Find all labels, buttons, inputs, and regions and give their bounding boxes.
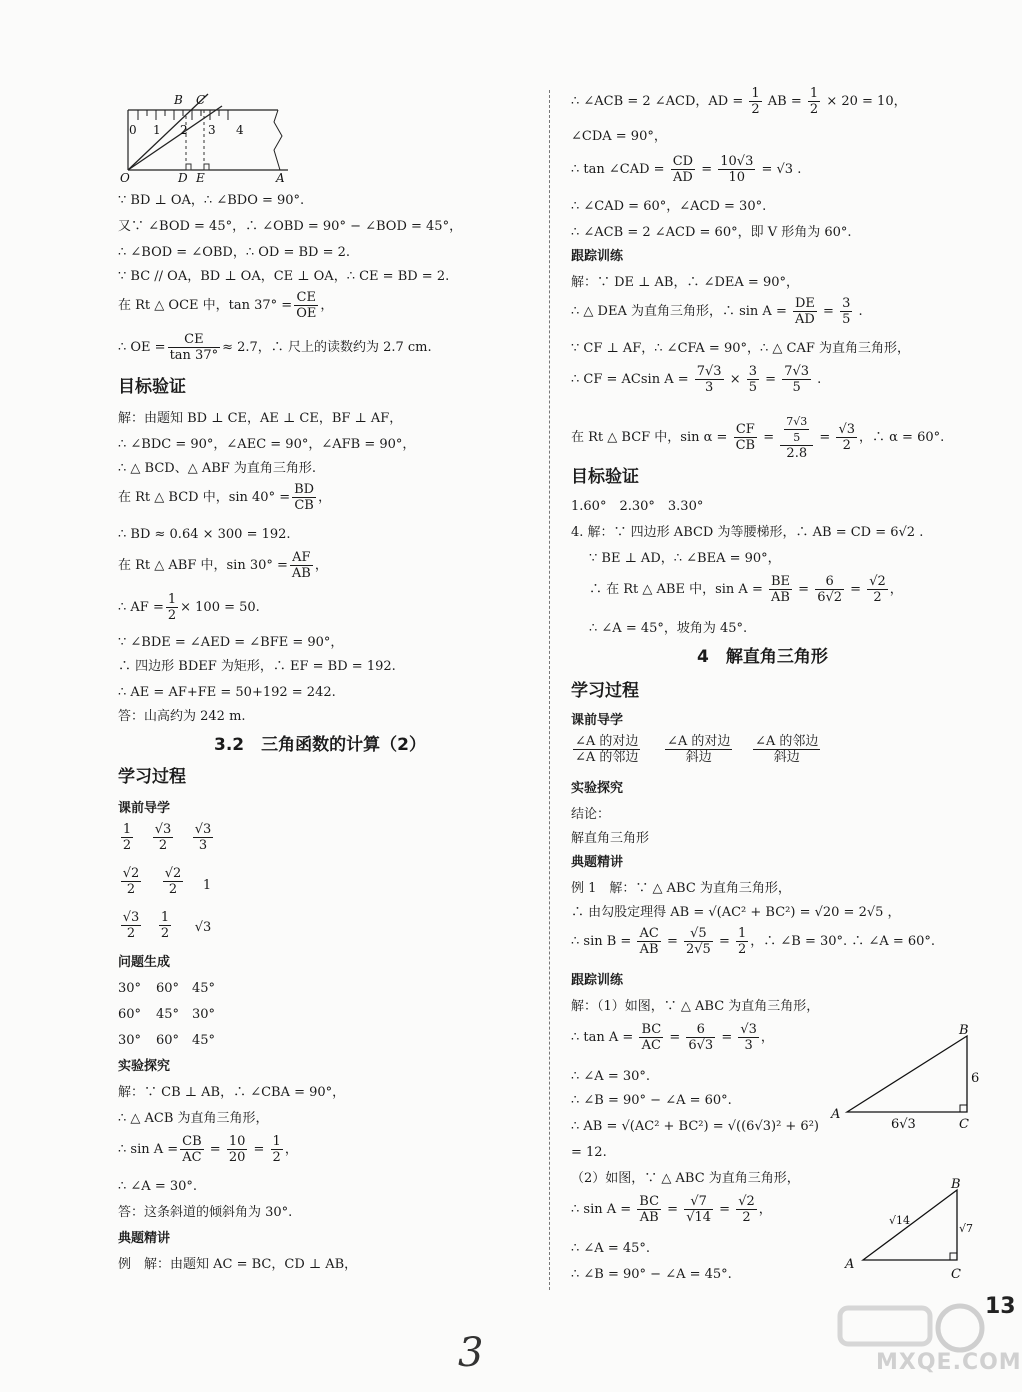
formula-line (118, 332, 432, 363)
text-line: ∴ AB = √(AC² + BC²) = √((6√3)² + 6²) (571, 1119, 819, 1134)
label-o: O (120, 171, 130, 185)
label-1: 1 (153, 123, 161, 137)
answer-cell: $\frac{√3}{3}$ (194, 822, 212, 853)
fraction: $\frac{CB}{AC}$ (182, 1134, 202, 1165)
ratio-blank: $\frac{\text{∠A 的邻边}}{\text{斜边}}$ (755, 734, 819, 765)
fraction (292, 482, 316, 513)
text-line: 解：由题知 BD ⊥ CE，AE ⊥ CE，BF ⊥ AF， (118, 411, 403, 426)
numerator: 1 (167, 592, 177, 607)
formula-text: ∴ AF = (118, 600, 164, 615)
fraction: $\frac{1}{2}$ (272, 1134, 281, 1165)
text-line: ∴ ∠A = 30°. (571, 1069, 651, 1084)
fraction: $\frac{10}{20}$ (228, 1134, 246, 1165)
text-line: 例 1 解：∵ △ ABC 为直角三角形， (571, 881, 791, 896)
text-line: ∴ ∠A = 30°. (118, 1179, 198, 1194)
text-line: 4. 解：∵ 四边形 ABCD 为等腰梯形，∴ AB = CD = 6√2 . (571, 525, 924, 540)
vertex-a: A (845, 1257, 855, 1272)
side-label: 6√3 (891, 1117, 916, 1132)
fraction (290, 550, 313, 581)
section-heading: 目标验证 (571, 467, 639, 487)
ruler-diagram (118, 92, 298, 184)
label-0: 0 (129, 123, 137, 137)
text-line: ∴ △ BCD、△ ABF 为直角三角形. (118, 461, 317, 476)
formula-line: ∴ tan A = $\frac{BC}{AC}$ = $\frac{6}{6√3}$ = $\frac{√3}{3}$ ， (571, 1022, 774, 1053)
angle-value: 60° (118, 1007, 142, 1022)
formula-line: ∴ sin A = $\frac{CB}{AC}$ = $\frac{10}{20}$ = $\frac{1}{2}$ ， (118, 1134, 298, 1165)
numerator: AF (290, 550, 313, 566)
sub-heading: 课前导学 (571, 713, 624, 728)
vertex-b: B (959, 1023, 969, 1038)
formula-text: 在 Rt △ ABF 中，sin 30° = (118, 558, 288, 573)
angle-value: 60° (156, 1033, 180, 1048)
answer-cell: $\frac{√3}{2}$ (122, 910, 140, 941)
text-line: 结论： (571, 807, 611, 822)
text-line: ∴ △ ACB 为直角三角形， (118, 1111, 269, 1126)
answer-cell: √3 (194, 920, 212, 935)
text-line: 解直角三角形 (571, 831, 650, 846)
formula-line: ∴ 在 Rt △ ABE 中，sin A = $\frac{BE}{AB}$ = $\frac{6}{6√2}$ = $\frac{√2}{2}$ ， (589, 574, 903, 605)
text-line: （2）如图，∵ △ ABC 为直角三角形， (571, 1171, 800, 1186)
section-heading: 学习过程 (118, 767, 186, 787)
answer-cell: $\frac{√2}{2}$ (122, 866, 140, 897)
formula-line: 在 Rt △ BCF 中，sin α = $\frac{CF}{CB}$ = $\frac{\frac{7√3}{5}}{2.8}$ = $\frac{√3}{2}$ ，∴ α = 60°. (571, 415, 945, 461)
label-c: C (196, 93, 206, 107)
formula-text: 在 Rt △ BCD 中，sin 40° = (118, 490, 291, 505)
denominator: tan 37° (169, 348, 219, 363)
text-line: ∴ 四边形 BDEF 为矩形，∴ EF = BD = 192. (118, 659, 396, 674)
text-line: 又∵ ∠BOD = 45°，∴ ∠OBD = 90° − ∠BOD = 45°， (118, 219, 463, 234)
formula-line: ∴ CF = ACsin A = $\frac{7√3}{3}$ × $\frac{3}{5}$ = $\frac{7√3}{5}$ . (571, 364, 822, 395)
text-line: ∵ BD ⊥ OA，∴ ∠BDO = 90°. (118, 193, 305, 208)
text-line: ∴ ∠BOD = ∠OBD，∴ OD = BD = 2. (118, 245, 351, 260)
label-e: E (196, 171, 205, 185)
formula-line: ∴ sin A = $\frac{BC}{AB}$ = $\frac{√7}{√14}$ = $\frac{√2}{2}$ ， (571, 1194, 772, 1225)
text-line: ∴ ∠CAD = 60°，∠ACD = 30°. (571, 199, 767, 214)
label-3: 3 (208, 123, 216, 137)
vertex-b: B (951, 1177, 961, 1192)
angle-value: 45° (192, 981, 216, 996)
side-label: √7 (959, 1222, 974, 1235)
ratio-blank: $\frac{\text{∠A 的对边}}{\text{∠A 的邻边}}$ (575, 734, 639, 765)
text-line: ∠CDA = 90°， (571, 129, 667, 144)
answer-cell: $\frac{1}{2}$ (122, 822, 132, 853)
answer-cell: $\frac{√3}{2}$ (154, 822, 172, 853)
answer-cell: 1 (202, 878, 212, 893)
ratio-blank: $\frac{\text{∠A 的对边}}{\text{斜边}}$ (667, 734, 731, 765)
fraction (168, 332, 221, 363)
section-heading: 目标验证 (118, 377, 186, 397)
column-divider (549, 90, 550, 1290)
text-line: ∴ 由勾股定理得 AB = √(AC² + BC²) = √20 = 2√5 ， (571, 905, 901, 920)
watermark-text: MXQE.COM (876, 1350, 1022, 1375)
text-line: ∵ CF ⊥ AF，∴ ∠CFA = 90°，∴ △ CAF 为直角三角形， (571, 341, 911, 356)
sub-heading: 跟踪训练 (571, 973, 624, 988)
side-label: √14 (889, 1214, 911, 1227)
sub-heading: 实验探究 (118, 1059, 171, 1074)
formula-line: 在 Rt △ OCE 中，tan 37° = $\frac{CE}{OE}$ ， (118, 290, 334, 321)
angle-value: 30° (118, 1033, 142, 1048)
page-edge-tab: 13 (985, 1294, 1016, 1319)
fraction (166, 592, 178, 623)
numerator: CE (168, 332, 221, 348)
denominator: 2 (167, 608, 177, 623)
side-label: 6 (971, 1071, 980, 1086)
vertex-a: A (831, 1107, 841, 1122)
sub-heading: 典题精讲 (571, 855, 624, 870)
text-line: 1.60° 2.30° 3.30° (571, 499, 704, 514)
page-number: 3 (458, 1330, 484, 1376)
text-line: ∵ BC // OA，BD ⊥ OA，CE ⊥ OA，∴ CE = BD = 2. (118, 269, 450, 284)
sub-heading: 实验探究 (571, 781, 624, 796)
formula-line: ∴ ∠ACB = 2 ∠ACD，AD = $\frac{1}{2}$ AB = $\frac{1}{2}$ × 20 = 10， (571, 86, 907, 117)
watermark-logo (820, 1290, 990, 1390)
denominator: AB (291, 566, 311, 581)
numerator: BD (294, 482, 315, 497)
vertex-c: C (959, 1117, 969, 1132)
formula-line: 在 Rt △ BCD 中，sin 40° = $\frac{BD}{CB}$ ， (118, 482, 332, 513)
text-line: ∵ BE ⊥ AD，∴ ∠BEA = 90°， (589, 551, 781, 566)
label-d: D (178, 171, 188, 185)
vertex-c: C (951, 1267, 961, 1282)
section-title: 3.2 三角函数的计算（2） (214, 735, 426, 755)
formula-text: ≈ 2.7，∴ 尺上的读数约为 2.7 cm. (222, 340, 432, 355)
triangle-diagram-1 (827, 1024, 983, 1132)
text-line: 例 解：由题知 AC = BC，CD ⊥ AB， (118, 1257, 358, 1272)
denominator: CB (294, 498, 314, 513)
text-line: ∴ ∠BDC = 90°，∠AEC = 90°，∠AFB = 90°， (118, 437, 416, 452)
formula-text: 在 Rt △ OCE 中，tan 37° = (118, 298, 293, 313)
text-line: 答：这条斜道的倾斜角为 30°. (118, 1205, 293, 1220)
formula-line (118, 592, 260, 623)
angle-value: 30° (118, 981, 142, 996)
angle-value: 30° (192, 1007, 216, 1022)
text-line: ∵ ∠BDE = ∠AED = ∠BFE = 90°， (118, 635, 344, 650)
section-heading: 学习过程 (571, 681, 639, 701)
angle-value: 45° (156, 1007, 180, 1022)
text-line: ∴ BD ≈ 0.64 × 300 = 192. (118, 527, 291, 542)
text-line: 解：∵ CB ⊥ AB，∴ ∠CBA = 90°， (118, 1085, 346, 1100)
label-4: 4 (236, 123, 244, 137)
numerator: CE (294, 290, 318, 306)
label-a: A (276, 171, 285, 185)
sub-heading: 跟踪训练 (571, 249, 624, 264)
answer-cell: $\frac{1}{2}$ (160, 910, 170, 941)
sub-heading: 课前导学 (118, 801, 171, 816)
sub-heading: 问题生成 (118, 955, 171, 970)
label-2: 2 (180, 123, 188, 137)
formula-line: ∴ △ DEA 为直角三角形，∴ sin A = $\frac{DE}{AD}$ = $\frac{3}{5}$ . (571, 296, 863, 327)
section-title: 4 解直角三角形 (697, 647, 828, 667)
answer-cell: $\frac{√2}{2}$ (164, 866, 182, 897)
formula-line: ∴ sin B = $\frac{AC}{AB}$ = $\frac{√5}{2√5}$ = $\frac{1}{2}$ ，∴ ∠B = 30°. ∴ ∠A = 60°. (571, 926, 936, 957)
text-line: ∴ ∠B = 90° − ∠A = 45°. (571, 1267, 732, 1282)
text-line: 解：∵ DE ⊥ AB，∴ ∠DEA = 90°， (571, 275, 800, 290)
formula-text: ∴ sin A = (118, 1142, 179, 1157)
text-line: ∴ ∠A = 45°. (571, 1241, 651, 1256)
text-line: ∴ ∠A = 45°，坡角为 45°. (589, 621, 748, 636)
text-line: 解：（1）如图，∵ △ ABC 为直角三角形， (571, 999, 820, 1014)
text-line: 答：山高约为 242 m. (118, 709, 246, 724)
formula-line: 在 Rt △ ABF 中，sin 30° = $\frac{AF}{AB}$ ， (118, 550, 328, 581)
formula-text: ∴ OE = (118, 340, 166, 355)
sub-heading: 典题精讲 (118, 1231, 171, 1246)
label-b: B (174, 93, 183, 107)
angle-value: 60° (156, 981, 180, 996)
angle-value: 45° (192, 1033, 216, 1048)
fraction (294, 290, 318, 321)
text-line: ∴ ∠ACB = 2 ∠ACD = 60°，即 V 形角为 60°. (571, 225, 852, 240)
text-line: ∴ AE = AF+FE = 50+192 = 242. (118, 685, 336, 700)
text-line: ∴ ∠B = 90° − ∠A = 60°. (571, 1093, 732, 1108)
denominator: OE (296, 306, 317, 321)
formula-text: × 100 = 50. (180, 600, 260, 615)
formula-line: ∴ tan ∠CAD = $\frac{CD}{AD}$ = $\frac{10√3}{10}$ = √3 . (571, 154, 802, 185)
triangle-diagram-2 (843, 1174, 983, 1282)
text-line: = 12. (571, 1145, 607, 1160)
